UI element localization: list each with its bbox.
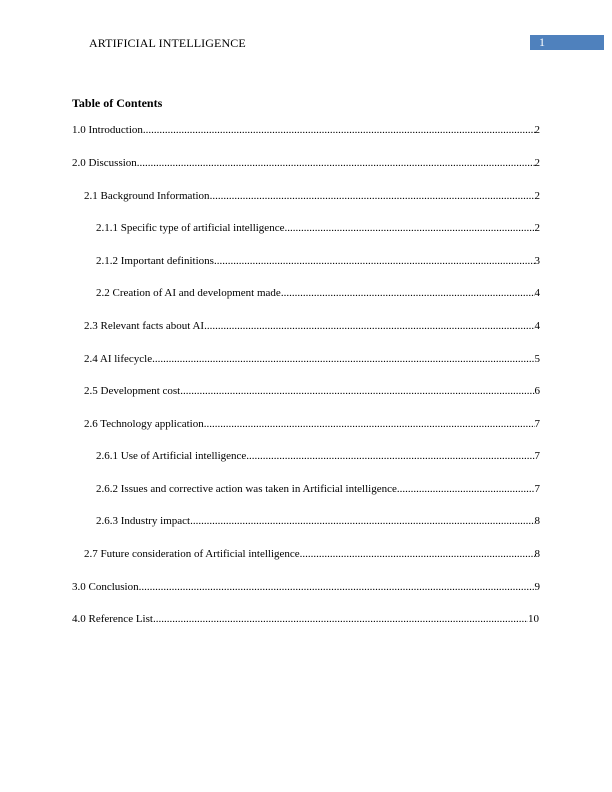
toc-entry-conclusion[interactable]	[72, 579, 540, 595]
toc-entry-page: 2	[534, 190, 540, 202]
toc-dot-leader	[246, 448, 534, 464]
toc-entry-page: 10	[528, 613, 539, 625]
toc-entry-label: 1.0 Introduction	[72, 124, 143, 136]
toc-entry-page: 3	[534, 255, 540, 267]
toc-entry-technology-application[interactable]	[84, 416, 540, 432]
toc-entry-page: 2	[534, 157, 540, 169]
toc-dot-leader	[139, 579, 535, 595]
toc-entry-ai-lifecycle[interactable]	[84, 351, 540, 367]
toc-entry-page: 4	[534, 320, 540, 332]
toc-entry-discussion[interactable]	[72, 155, 540, 171]
toc-dot-leader	[204, 416, 535, 432]
toc-entry-background-information[interactable]	[84, 188, 540, 204]
toc-entry-use-of-ai[interactable]	[96, 448, 540, 464]
toc-entry-page: 8	[534, 548, 540, 560]
toc-entry-label: 4.0 Reference List	[72, 613, 153, 625]
toc-entry-page: 7	[534, 483, 540, 495]
toc-entry-label: 2.1 Background Information	[84, 190, 210, 202]
toc-dot-leader	[281, 285, 535, 301]
toc-entry-industry-impact[interactable]	[96, 513, 540, 529]
toc-dot-leader	[180, 383, 534, 399]
toc-dot-leader	[152, 351, 534, 367]
toc-entry-page: 5	[534, 353, 540, 365]
toc-dot-leader	[397, 481, 535, 497]
toc-entry-label: 2.3 Relevant facts about AI	[84, 320, 205, 332]
toc-entry-reference-list[interactable]	[72, 611, 539, 627]
toc-dot-leader	[300, 546, 535, 562]
toc-entry-page: 9	[534, 581, 540, 593]
toc-dot-leader	[210, 188, 535, 204]
toc-entry-label: 2.4 AI lifecycle	[84, 353, 153, 365]
toc-entry-issues-corrective-action[interactable]	[96, 481, 540, 497]
toc-entry-label: 2.6.3 Industry impact	[96, 515, 191, 527]
toc-entry-page: 8	[534, 515, 540, 527]
toc-heading: Table of Contents	[72, 96, 163, 110]
toc-entry-label: 2.7 Future consideration of Artificial intelligence	[84, 548, 300, 560]
toc-entry-introduction[interactable]	[72, 122, 540, 138]
toc-dot-leader	[143, 122, 535, 138]
toc-entry-label: 2.1.1 Specific type of artificial intelligence	[96, 222, 285, 234]
toc-entry-specific-type[interactable]	[96, 220, 540, 236]
running-header-title: ARTIFICIAL INTELLIGENCE	[89, 36, 246, 50]
toc-entry-creation-of-ai[interactable]	[96, 285, 540, 301]
toc-dot-leader	[190, 513, 534, 529]
toc-entry-label: 3.0 Conclusion	[72, 581, 139, 593]
toc-entry-page: 7	[534, 418, 540, 430]
toc-entry-relevant-facts[interactable]	[84, 318, 540, 334]
toc-dot-leader	[284, 220, 534, 236]
toc-entry-page: 2	[534, 124, 540, 136]
toc-entry-label: 2.0 Discussion	[72, 157, 137, 169]
toc-entry-label: 2.1.2 Important definitions	[96, 255, 214, 267]
toc-dot-leader	[137, 155, 535, 171]
toc-entry-important-definitions[interactable]	[96, 253, 540, 269]
page-number: 1	[539, 35, 545, 49]
toc-entry-development-cost[interactable]	[84, 383, 540, 399]
toc-entry-label: 2.6.2 Issues and corrective action was taken in Artificial intelligence	[96, 483, 397, 495]
toc-entry-page: 7	[534, 450, 540, 462]
toc-entry-page: 4	[534, 287, 540, 299]
toc-entry-label: 2.6.1 Use of Artificial intelligence	[96, 450, 247, 462]
toc-entry-label: 2.2 Creation of AI and development made	[96, 287, 281, 299]
toc-entry-label: 2.6 Technology application	[84, 418, 204, 430]
toc-entry-page: 2	[534, 222, 540, 234]
toc-dot-leader	[204, 318, 534, 334]
toc-entry-label: 2.5 Development cost	[84, 385, 181, 397]
toc-entry-page: 6	[534, 385, 540, 397]
toc-dot-leader	[214, 253, 535, 269]
toc-dot-leader	[153, 611, 528, 627]
toc-entry-future-consideration[interactable]	[84, 546, 540, 562]
